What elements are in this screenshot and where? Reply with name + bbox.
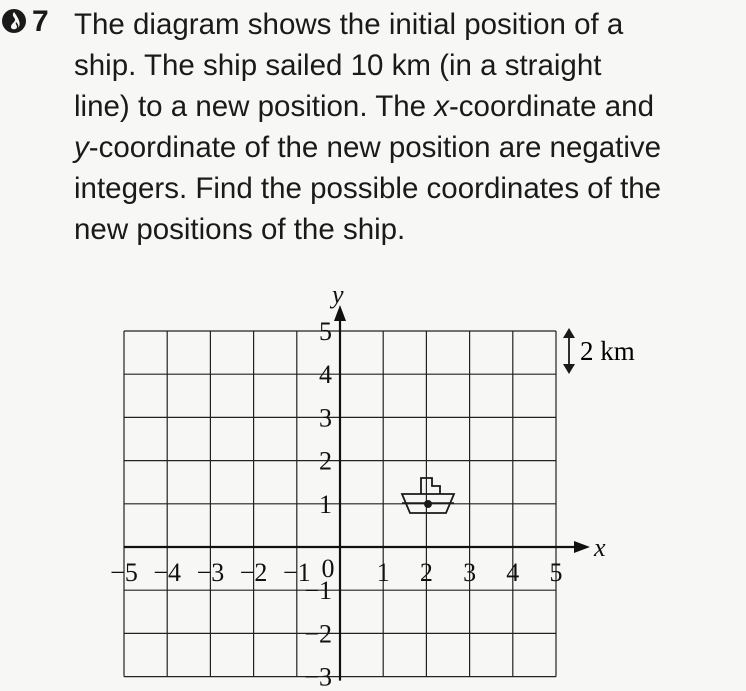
x-tick-label: 3 [463,558,477,587]
x-tick-label: 1 [376,558,390,587]
x-tick-label: −5 [110,558,138,587]
question-line-3-end: -coordinate and [448,90,654,123]
ship-icon [402,478,454,513]
question-number: 7 [32,5,49,38]
question-line-3-start: line) to a new position. The [74,90,435,123]
scale-indicator [563,328,635,374]
x-axis-arrow [574,541,590,553]
x-axis-label: x [594,533,606,562]
y-axis-label: y [332,280,344,309]
y-tick-label: 4 [319,360,332,390]
y-tick-label: −3 [304,662,332,691]
x-tick-label: −3 [196,558,225,587]
y-tick-label: −2 [304,619,332,649]
y-tick-label: 2 [319,446,332,476]
question-line-5: integers. Find the possible coordinates of the [74,172,662,205]
y-tick-label: 1 [319,489,332,519]
question-line-1: The diagram shows the initial position of a [74,8,624,41]
axes [124,305,590,681]
question-line-4-end: -coordinate of the new position are negative [88,131,662,164]
question-y-italic: y [74,131,89,164]
question-line-6: new positions of the ship. [74,213,406,246]
y-tick-label: 5 [319,317,332,346]
x-tick-label: −2 [239,558,268,587]
tick-labels [110,280,606,691]
origin-label: 0 [321,554,335,583]
x-tick-label: −4 [153,558,182,587]
question-x-italic: x [434,90,449,123]
scale-label: 2 km [580,336,635,366]
y-tick-label: −1 [304,576,332,606]
y-tick-label: 3 [319,403,332,433]
question-line-2: ship. The ship sailed 10 km (in a straight [74,49,602,82]
x-tick-label: 5 [549,558,563,587]
x-tick-label: 4 [506,558,520,587]
x-tick-label: −1 [282,558,311,587]
x-tick-label: 2 [419,558,433,587]
